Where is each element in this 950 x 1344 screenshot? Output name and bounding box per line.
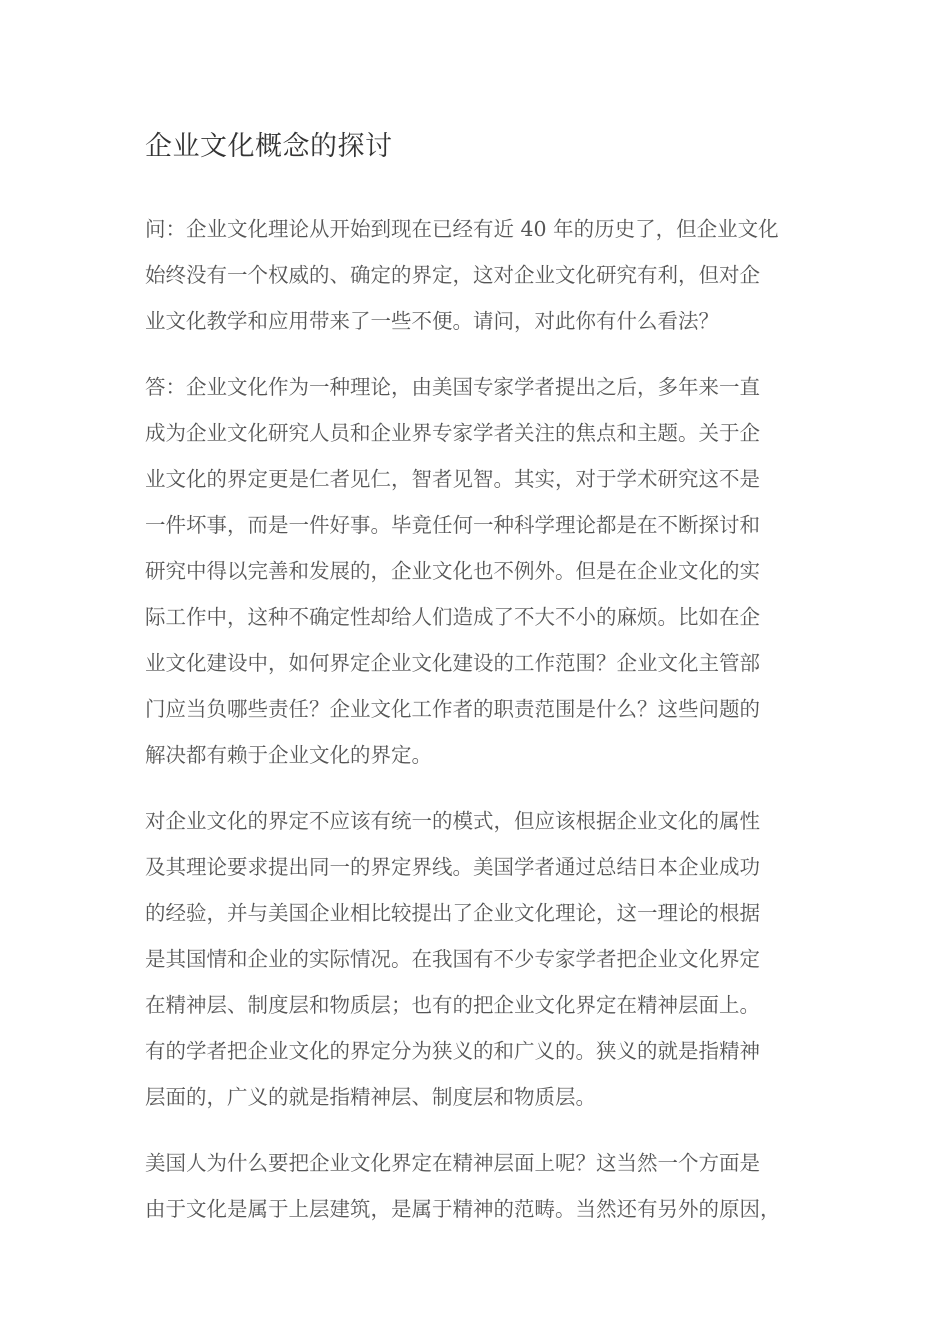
paragraph-line: 有的学者把企业文化的界定分为狭义的和广义的。狭义的就是指精神 [145, 1039, 760, 1063]
paragraph-line: 门应当负哪些责任？企业文化工作者的职责范围是什么？这些问题的 [145, 697, 760, 721]
paragraph-line: 及其理论要求提出同一的界定界线。美国学者通过总结日本企业成功 [145, 855, 760, 879]
paragraph-answer [145, 364, 805, 778]
paragraph-line: 答：企业文化作为一种理论，由美国专家学者提出之后，多年来一直 [145, 375, 760, 399]
paragraph-line: 美国人为什么要把企业文化界定在精神层面上呢？这当然一个方面是 [145, 1151, 760, 1175]
document-title: 企业文化概念的探讨 [145, 131, 393, 162]
paragraph-line: 业文化教学和应用带来了一些不便。请问，对此你有什么看法？ [145, 309, 719, 333]
paragraph-line: 对企业文化的界定不应该有统一的模式，但应该根据企业文化的属性 [145, 809, 760, 833]
paragraph-line: 问：企业文化理论从开始到现在已经有近 40 年的历史了，但企业文化 [145, 217, 779, 241]
paragraph-line: 在精神层、制度层和物质层；也有的把企业文化界定在精神层面上。 [145, 993, 760, 1017]
paragraph-line: 由于文化是属于上层建筑，是属于精神的范畴。当然还有另外的原因， [145, 1197, 781, 1221]
paragraph-line: 始终没有一个权威的、确定的界定，这对企业文化研究有利，但对企 [145, 263, 760, 287]
paragraph-line: 是其国情和企业的实际情况。在我国有不少专家学者把企业文化界定 [145, 947, 760, 971]
paragraph-line: 的经验，并与美国企业相比较提出了企业文化理论，这一理论的根据 [145, 901, 760, 925]
paragraph-question [145, 206, 805, 344]
paragraph-line: 业文化建设中，如何界定企业文化建设的工作范围？企业文化主管部 [145, 651, 760, 675]
paragraph-line: 成为企业文化研究人员和企业界专家学者关注的焦点和主题。关于企 [145, 421, 760, 445]
paragraph-line: 研究中得以完善和发展的，企业文化也不例外。但是在企业文化的实 [145, 559, 760, 583]
paragraph-line: 层面的，广义的就是指精神层、制度层和物质层。 [145, 1085, 596, 1109]
paragraph-american-view [145, 1140, 805, 1232]
paragraph-line: 一件坏事，而是一件好事。毕竟任何一种科学理论都是在不断探讨和 [145, 513, 760, 537]
paragraph-line: 业文化的界定更是仁者见仁，智者见智。其实，对于学术研究这不是 [145, 467, 760, 491]
paragraph-definition [145, 798, 805, 1120]
paragraph-line: 际工作中，这种不确定性却给人们造成了不大不小的麻烦。比如在企 [145, 605, 760, 629]
paragraph-line: 解决都有赖于企业文化的界定。 [145, 743, 432, 767]
